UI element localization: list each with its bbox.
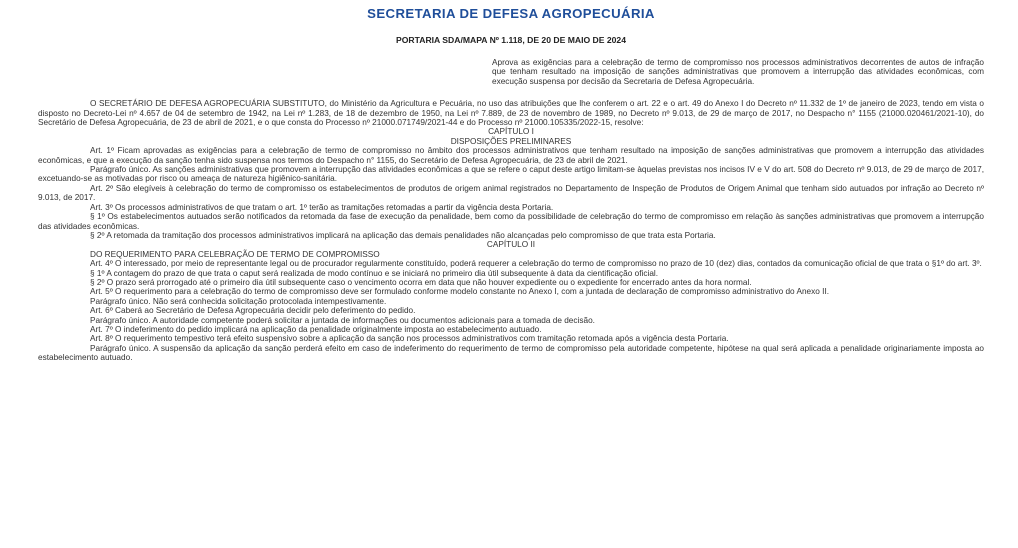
article-4: Art. 4º O interessado, por meio de representante legal ou de procurador regularmente constituído, poderá requerer a celebração do termo de compromisso no prazo de 10 (dez) dias, contados da comunicação oficial de que trata o §1º do art. 3º. (90, 259, 982, 269)
chapter-1-title: CAPÍTULO I (488, 127, 534, 137)
document-body (38, 99, 984, 362)
agency-title: SECRETARIA DE DEFESA AGROPECUÁRIA (367, 6, 655, 21)
article-7: Art. 7º O indeferimento do pedido implicará na aplicação da penalidade originalmente imposta ao estabelecimento autuado. (90, 324, 542, 334)
chapter-1-subtitle: DISPOSIÇÕES PRELIMINARES (450, 136, 572, 146)
article-5-sole-paragraph: Parágrafo único. Não será conhecida solicitação protocolada intempestivamente. (90, 296, 387, 306)
article-3: Art. 3º Os processos administrativos de que tratam o art. 1º terão as tramitações retomadas a partir da vigência desta Portaria. (90, 202, 554, 212)
portaria-title: PORTARIA SDA/MAPA Nº 1.118, DE 20 DE MAIO DE 2024 (396, 35, 626, 45)
article-5: Art. 5º O requerimento para a celebração do termo de compromisso deve ser formulado conforme modelo constante no Anexo I, com a juntada de declaração de compromisso administrativo do Anexo II. (90, 287, 830, 297)
article-4-paragraph-2: § 2º O prazo será prorrogado até o primeiro dia útil subsequente caso o vencimento ocorra em data que não houver expediente ou o expediente for encerrado antes da hora normal. (90, 277, 752, 287)
preamble: O SECRETÁRIO DE DEFESA AGROPECUÁRIA SUBSTITUTO, do Ministério da Agricultura e Pecuária, no uso das atribuições que lhe conferem o art. 22 e o art. 49 do Anexo I do Decreto nº 11.332 de 1º de janeiro de 2023, tendo em vista o disposto no Decreto-Lei nº 4.657 de 04 de setembro de 1942, na Lei nº 1.283, de 18 de dezembro de 1950, na Lei nº 7.889, de 23 de novembro de 1989, no Decreto nº 9.013, de 29 de março de 2017, no Despacho n° 1155 (21000.020461/2021-10), do Secretário de Defesa Agropecuária, de 23 de abril de 2021, e o que consta do Processo nº 21000.071749/2021-44 e do Processo nº 21000.105335/2022-15, resolve: (38, 99, 984, 128)
article-4-paragraph-1: § 1º A contagem do prazo de que trata o caput será realizada de modo contínuo e se iniciará no primeiro dia útil subsequente à data da cientificação oficial. (90, 268, 659, 278)
article-1-sole-paragraph: Parágrafo único. As sanções administrativas que promovem a interrupção das atividades econômicas a que se refere o caput deste artigo limitam-se àquelas previstas nos incisos IV e V do art. 508 do Decreto nº 9.013, de 29 de março de 2017, excetuando-se as motivadas por risco ou ameaça de natureza higiênico-sanitária. (38, 165, 984, 184)
chapter-2-subtitle: DO REQUERIMENTO PARA CELEBRAÇÃO DE TERMO DE COMPROMISSO (90, 249, 380, 259)
chapter-2-title: CAPÍTULO II (486, 240, 536, 250)
article-6-sole-paragraph: Parágrafo único. A autoridade competente poderá solicitar a juntada de informações ou documentos adicionais para a tomada de decisão. (90, 315, 595, 325)
article-8: Art. 8º O requerimento tempestivo terá efeito suspensivo sobre a aplicação da sanção nos processos administrativos com tramitação retomada após a vigência desta Portaria. (90, 334, 729, 344)
article-1: Art. 1º Ficam aprovadas as exigências para a celebração de termo de compromisso no âmbito dos processos administrativos que tenham resultado na imposição de sanções administrativas que promovem a interrupção das atividades econômicas, e que a execução da sanção tenha sido suspensa nos termos do Despacho n° 1155, do Secretário de Defesa Agropecuária, de 23 de abril de 2021. (38, 146, 984, 165)
article-3-paragraph-2: § 2º A retomada da tramitação dos processos administrativos implicará na aplicação das demais penalidades não alcançadas pelo compromisso de que trata esta Portaria. (90, 230, 716, 240)
article-6: Art. 6º Caberá ao Secretário de Defesa Agropecuária decidir pelo deferimento do pedido. (90, 306, 416, 316)
article-8-sole-paragraph: Parágrafo único. A suspensão da aplicação da sanção perderá efeito em caso de indeferimento do requerimento de termo de compromisso pela autoridade competente, hipótese na qual será aplicada a penalidade originariamente imposta ao estabelecimento autuado. (38, 343, 984, 363)
ementa: Aprova as exigências para a celebração de termo de compromisso nos processos administrativos decorrentes de autos de infração que tenham resultado na imposição de sanções administrativas que promovem a interrupção das atividades econômicas, com execução suspensa por decisão da Secretaria de Defesa Agropecuária. (492, 58, 984, 86)
article-2: Art. 2º São elegíveis à celebração do termo de compromisso os estabelecimentos de produtos de origem animal registrados no Departamento de Inspeção de Produtos de Origem Animal que tenham sido autuados por infração ao Decreto nº 9.013, de 2017. (38, 183, 984, 203)
article-3-paragraph-1: § 1º Os estabelecimentos autuados serão notificados da retomada da fase de execução da penalidade, bem como da possibilidade de celebração do termo de compromisso em relação às sanções administrativas que promovem a interrupção das atividades econômicas. (38, 212, 984, 231)
